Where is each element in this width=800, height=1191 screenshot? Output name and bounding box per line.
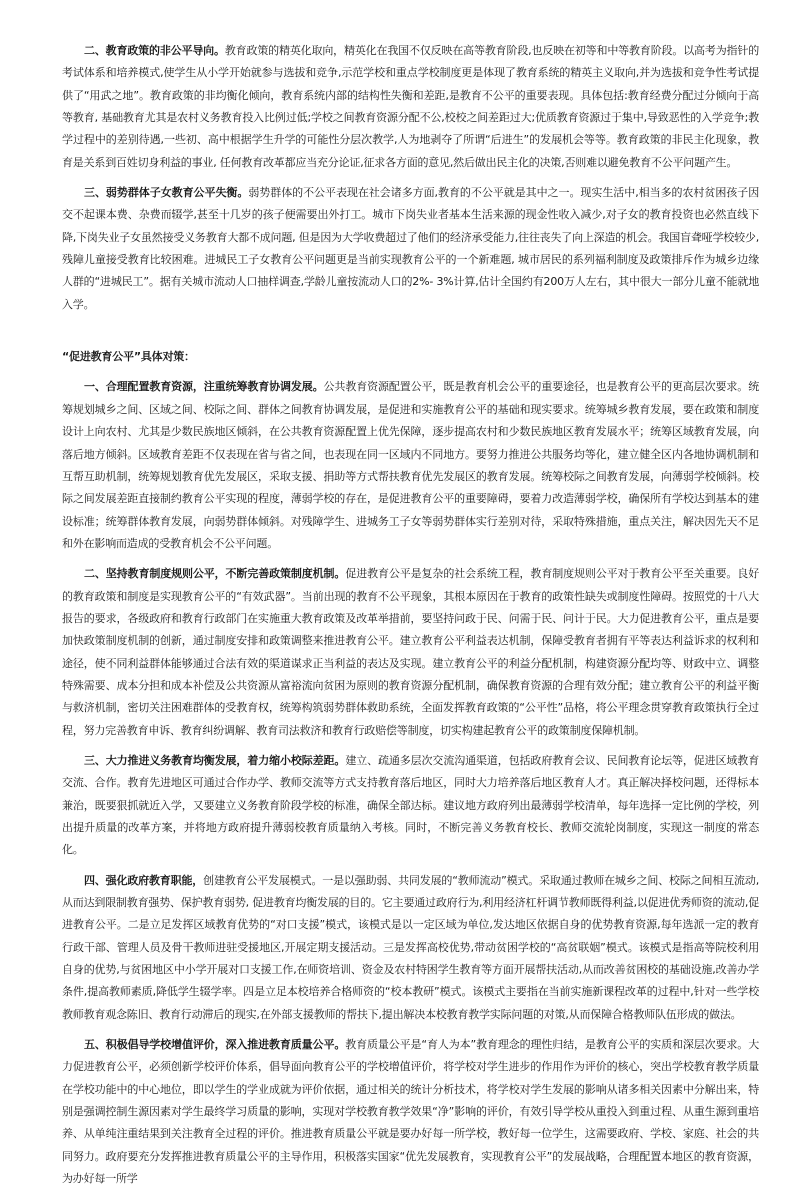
paragraph-heading: 三、大力推进义务教育均衡发展，着力缩小校际差距。 — [84, 753, 346, 767]
paragraph-heading: 二、坚持教育制度规则公平，不断完善政策制度机制。 — [84, 567, 346, 581]
paragraph-body: 建立、疏通多层次交流沟通渠道，包括政府教育会议、民间教育论坛等，促进区域教育交流、合作。教育先进地区可通过合作办学、教师交流等方式支持教育落后地区，同时大力培养落后地区教育人才。真正解决择校问题，还得标本兼治，既要狠抓就近入学，又要建立义务教育阶段学校的标准，确保全部达标。建议地方政府列出最薄弱学校清单，每年选择一定比例的学校，列出提升质量的改革方案，并将地方政府提升薄弱校教育质量纳入考核。同时，不断完善义务教育校长、教师交流轮岗制度，实现这一制度的常态化。 — [62, 753, 759, 857]
paragraph-body: 教育质量公平是“育人为本”教育理念的理性归结，是教育公平的实质和深层次要求。大力促进教育公平，必须创新学校评价体系，倡导面向教育公平的学校增值评价，将学校对学生进步的作用作为评价的核心，突出学校教育教学质量在学校功能中的中心地位，即以学生的学业成就为评价依据，通过相关的统计分析技术，将学校对学生发展的影响从诸多相关因素中分解出来，特别是强调控制生源因素对学生最终学习质量的影响，实现对学校教育教学效果“净”影响的评价，有效引导学校从重投入到重过程、从重生源到重培养、从单纯注重结果到关注教育全过程的评价。推进教育质量公平就是要办好每一所学校，教好每一位学生，这需要政府、学校、家庭、社会的共同努力。政府要充分发挥推进教育质量公平的主导作用，积极落实国家“优先发展教育，实现教育公平”的发展战略，合理配置本地区的教育资源，为办好每一所学 — [62, 1038, 759, 1186]
paragraph-body: 教育政策的精英化取向，精英化在我国不仅反映在高等教育阶段,也反映在初等和中等教育阶段。以高考为指针的考试体系和培养模式,使学生从小学开始就参与选拔和竞争,示范学校和重点学校制度更是体现了教育系统的精英主义取向,并为选拔和竞争性考试提供了“用武之地”。教育政策的非均衡化倾向，教育系统内部的结构性失衡和差距,是教育不公平的重要表现。具体包括:教育经费分配过分倾向于高等教育, 基础教育尤其是农村义务教育投入比例过低;学校之间教育资源分配不公,校校之间差距过大;优质教育资源过于集中,导致恶性的入学竞争;教学过程中的差别待遇,一些初、高中根据学生升学的可能性分层次教学,人为地剥夺了所谓“后进生”的发展机会等等。教育政策的非民主化现象，教育是关系到百姓切身利益的事业, 任何教育改革都应当充分论证,征求各方面的意见,然后做出民主化的决策,否则难以避免教育不公平问题产生。 — [62, 44, 759, 169]
measure-paragraph-2 — [62, 563, 759, 742]
measure-paragraph-3 — [62, 750, 759, 862]
section-title: “促进教育公平”具体对策： — [62, 350, 195, 364]
measure-paragraph-5 — [62, 1034, 759, 1190]
paragraph-body: 公共教育资源配置公平，既是教育机会公平的重要途径，也是教育公平的更高层次要求。统筹规划城乡之间、区域之间、校际之间、群体之间教育协调发展，是促进和实施教育公平的基础和现实要求。统筹城乡教育发展，要在政策和制度设计上向农村、尤其是少数民族地区倾斜，在公共教育资源配置上优先保障，逐步提高农村和少数民族地区教育发展水平；统筹区域教育发展，向落后地方倾斜。区域教育差距不仅表现在省与省之间，也表现在同一区域内不同地方。要努力推进公共服务均等化，建立健全区内各地协调机制和互帮互助机制，统筹规划教育优先发展区，采取支援、捐助等方式帮扶教育优先发展区的教育发展。统筹校际之间教育发展，向薄弱学校倾斜。校际之间发展差距直接制约教育公平实现的程度，薄弱学校的存在，是促进教育公平的重要障碍，要着力改造薄弱学校，确保所有学校达到基本的建设标准；统筹群体教育发展，向弱势群体倾斜。对残障学生、进城务工子女等弱势群体实行差别对待，采取特殊措施，重点关注，解决因先天不足和外在影响而造成的受教育机会不公平问题。 — [62, 380, 759, 550]
paragraph-body: 促进教育公平是复杂的社会系统工程，教育制度规则公平对于教育公平至关重要。良好的教育政策和制度是实现教育公平的“有效武器”。当前出现的教育不公平现象，其根本原因在于教育的政策性缺失或制度性障碍。按照党的十八大报告的要求，各级政府和教育行政部门在实施重大教育政策及改革举措前，要坚持问政于民、问需于民、问计于民。大力促进教育公平，重点是要加快政策制度机制的创新，通过制度安排和政策调整来推进教育公平。建立教育公平利益表达机制，保障受教育者拥有平等表达利益诉求的权利和途径，使不同利益群体能够通过合法有效的渠道谋求正当利益的表达及实现。建立教育公平的利益分配机制，构建资源分配均等、财政中立、调整特殊需要、成本分担和成本补偿及公共资源从富裕流向贫困为原则的教育资源分配机制，确保教育资源的合理有效分配；建立教育公平的利益平衡与救济机制，密切关注困难群体的受教育权，统筹构筑弱势群体救助系统，全面发挥教育政策的“公平性”品格，将公平理念贯穿教育政策执行全过程，努力完善教育申诉、教育纠纷调解、教育司法救济和教育行政赔偿等制度，切实构建起教育公平的政策制度保障机制。 — [62, 567, 759, 737]
paragraph-body: 创建教育公平发展模式。一是以强助弱、共同发展的“教师流动”模式。采取通过教师在城乡之间、校际之间相互流动,从而达到限制教育强势、保护教育弱势, 促进教育均衡发展的目的。它主要通过政府行为,利用经济杠杆调节教师既得利益,以促进优秀师资的流动,促进教育公平。二是立足发挥区域教育优势的“对口支援”模式，该模式是以一定区域为单位,发达地区依据自身的优势教育资源,每年选派一定的教育行政干部、管理人员及骨干教师进驻受援地区,开展定期支援活动。三是发挥高校优势,带动贫困学校的“高贫联姻”模式。该模式是指高等院校利用自身的优势,与贫困地区中小学开展对口支援工作,在师资培训、资金及农村特困学生教育等方面开展帮扶活动,从而改善贫困校的基础设施,改善办学条件,提高教师素质,降低学生辍学率。四是立足本校培养合格师资的“校本教研”模式。该模式主要指在当前实施新课程改革的过程中,针对一些学校教师教育观念陈旧、教育行动滞后的现实,在外部支援教师的帮扶下,提出解决本校教育教学实际问题的对策,从而保障合格教师队伍形成的做法。 — [62, 873, 759, 1021]
paragraph-heading: 三、弱势群体子女教育公平失衡。 — [84, 186, 249, 200]
paragraph-heading: 二、教育政策的非公平导向。 — [84, 44, 225, 57]
paragraph-policy — [62, 40, 759, 174]
paragraph-body: 弱势群体的不公平表现在社会诸多方面,教育的不公平就是其中之一。现实生活中,相当多的农村贫困孩子因交不起课本费、杂费而辍学,甚至十几岁的孩子便需要出外打工。城市下岗失业者基本生活来源的现金性收入减少,对子女的教育投资也必然直线下降,下岗失业子女虽然接受义务教育大都不成问题, 但是因为大学收费超过了他们的经济承受能力,往往丧失了向上深造的机会。我国盲聋哑学校较少,残障儿童接受教育比较困难。进城民工子女教育公平问题更是当前实现教育公平的一个新难题, 城市居民的系列福利制度及政策排斥作为城乡边缘人群的“进城民工”。据有关城市流动人口抽样调查,学龄儿童按流动人口的2%- 3%计算,估计全国约有200万人左右，其中很大一部分儿童不能就地入学。 — [62, 186, 760, 311]
paragraph-vulnerable-groups — [62, 182, 759, 316]
measure-paragraph-1 — [62, 376, 759, 555]
document-page — [62, 40, 759, 1191]
paragraph-heading: 四、强化政府教育职能， — [84, 873, 204, 887]
paragraph-heading: 五、积极倡导学校增值评价，深入推进教育质量公平。 — [84, 1038, 346, 1052]
paragraph-heading: 一、合理配置教育资源，注重统筹教育协调发展。 — [84, 380, 324, 394]
measure-paragraph-4 — [62, 870, 759, 1026]
